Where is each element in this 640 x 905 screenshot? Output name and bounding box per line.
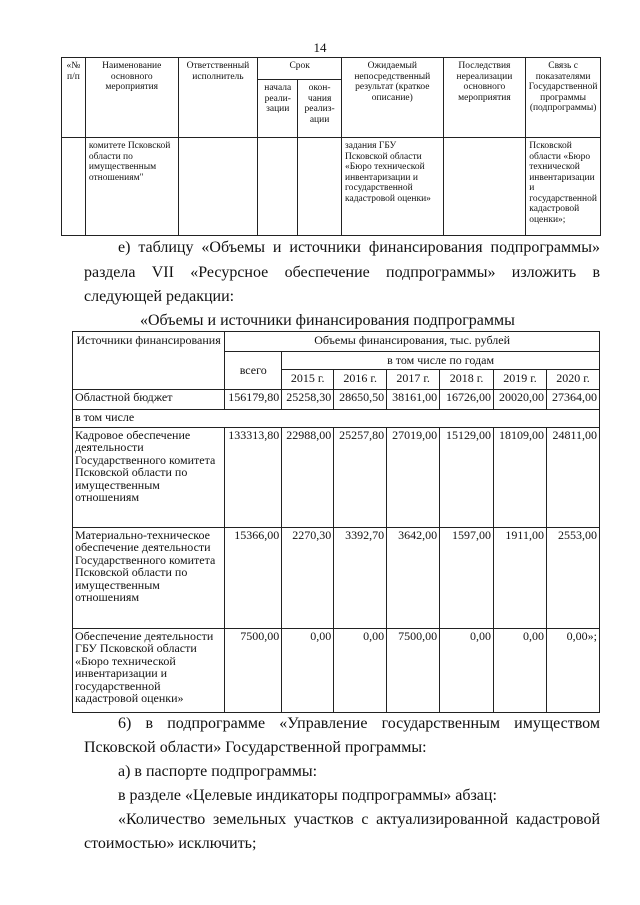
year-header: 2016 г.: [334, 369, 387, 389]
year-header: 2017 г.: [387, 369, 440, 389]
cell-term-end: [298, 138, 342, 236]
table-row: [73, 427, 600, 527]
value-cell: 156179,80: [225, 389, 282, 409]
header-term-start: начала реали-зации: [258, 80, 298, 138]
paragraph-quote-line1: «Количество земельных участков с актуализированной кадастровой: [118, 811, 600, 828]
paragraph-e-line2: раздела VII «Ресурсное обеспечение подпрограммы» изложить в: [84, 264, 600, 281]
row-label: Материально-техническое обеспечение деятельности Государственного комитета Псковской области по имущественным отношениям: [73, 527, 225, 628]
row-label: Обеспечение деятельности ГБУ Псковской области «Бюро технической инвентаризации и государственной кадастровой оценки»: [73, 628, 225, 712]
table-row: [73, 527, 600, 628]
header-term: Срок: [258, 58, 342, 80]
value-cell: 38161,00: [387, 389, 440, 409]
value-cell: 1597,00: [440, 527, 494, 628]
table-row: [73, 389, 600, 409]
header-result: Ожидаемый непосредственный результат (краткое описание): [342, 58, 444, 138]
value-cell: 25258,30: [282, 389, 334, 409]
header-name: Наименование основного мероприятия: [85, 58, 178, 138]
value-cell: 20020,00: [494, 389, 547, 409]
value-cell: 27364,00: [546, 389, 599, 409]
finance-header-source: Источники финансирования: [73, 332, 225, 390]
finance-header-volume: Объемы финансирования, тыс. рублей: [225, 332, 600, 352]
value-cell: 24811,00: [546, 427, 599, 527]
cell-responsible: [178, 138, 258, 236]
row-label: в том числе: [73, 409, 600, 427]
row-label: Областной бюджет: [73, 389, 225, 409]
value-cell: 27019,00: [387, 427, 440, 527]
header-responsible: Ответственный исполнитель: [178, 58, 258, 138]
finance-table-caption: «Объемы и источники финансирования подпрограммы: [140, 312, 515, 329]
value-cell: 7500,00: [387, 628, 440, 712]
value-cell: 0,00»;: [546, 628, 599, 712]
value-cell: 0,00: [334, 628, 387, 712]
value-cell: 3392,70: [334, 527, 387, 628]
value-cell: 2553,00: [546, 527, 599, 628]
paragraph-a: а) в паспорте подпрограммы:: [118, 763, 318, 780]
page-number: 14: [313, 40, 327, 55]
value-cell: 15129,00: [440, 427, 494, 527]
value-cell: 133313,80: [225, 427, 282, 527]
header-link: Связь с показателями Государственной программы (подпрограммы): [526, 58, 601, 138]
header-consequences: Последствия нереализации основного мероприятия: [443, 58, 526, 138]
value-cell: 2270,30: [282, 527, 334, 628]
paragraph-quote-line2: стоимостью» исключить;: [84, 835, 257, 852]
measures-table: [61, 57, 601, 236]
year-header: 2018 г.: [440, 369, 494, 389]
value-cell: 25257,80: [334, 427, 387, 527]
cell-name: комитете Псковской области по имущественным отношениям": [85, 138, 178, 236]
paragraph-6-line2: Псковской области» Государственной программы:: [84, 739, 427, 756]
finance-header-by-years: в том числе по годам: [282, 352, 600, 370]
header-term-end: окон-чания реализ-ации: [298, 80, 342, 138]
value-cell: 16726,00: [440, 389, 494, 409]
value-cell: 0,00: [282, 628, 334, 712]
cell-term-start: [258, 138, 298, 236]
cell-consequences: [443, 138, 526, 236]
finance-header-total: всего: [225, 352, 282, 390]
finance-table: [72, 331, 600, 713]
table-row: [73, 628, 600, 712]
year-header: 2020 г.: [546, 369, 599, 389]
value-cell: 7500,00: [225, 628, 282, 712]
cell-link: Псковской области «Бюро технической инвентаризации и государственной кадастровой оценки»;: [526, 138, 601, 236]
year-header: 2015 г.: [282, 369, 334, 389]
value-cell: 15366,00: [225, 527, 282, 628]
row-label: Кадровое обеспечение деятельности Государственного комитета Псковской области по имущественным отношениям: [73, 427, 225, 527]
value-cell: 22988,00: [282, 427, 334, 527]
cell-num: [62, 138, 86, 236]
value-cell: 3642,00: [387, 527, 440, 628]
paragraph-e-line3: следующей редакции:: [84, 288, 235, 305]
value-cell: 0,00: [494, 628, 547, 712]
table-row: [62, 138, 601, 236]
table-row: [73, 409, 600, 427]
year-header: 2019 г.: [494, 369, 547, 389]
value-cell: 18109,00: [494, 427, 547, 527]
value-cell: 28650,50: [334, 389, 387, 409]
header-num: «№ п/п: [62, 58, 86, 138]
paragraph-6-line1: 6) в подпрограмме «Управление государственным имуществом: [118, 715, 600, 732]
paragraph-e-line1: е) таблицу «Объемы и источники финансирования подпрограммы»: [118, 239, 600, 256]
cell-result: задания ГБУ Псковской области «Бюро технической инвентаризации и государственной кадастровой оценки»: [342, 138, 444, 236]
value-cell: 1911,00: [494, 527, 547, 628]
paragraph-section: в разделе «Целевые индикаторы подпрограммы» абзац:: [118, 787, 497, 804]
value-cell: 0,00: [440, 628, 494, 712]
